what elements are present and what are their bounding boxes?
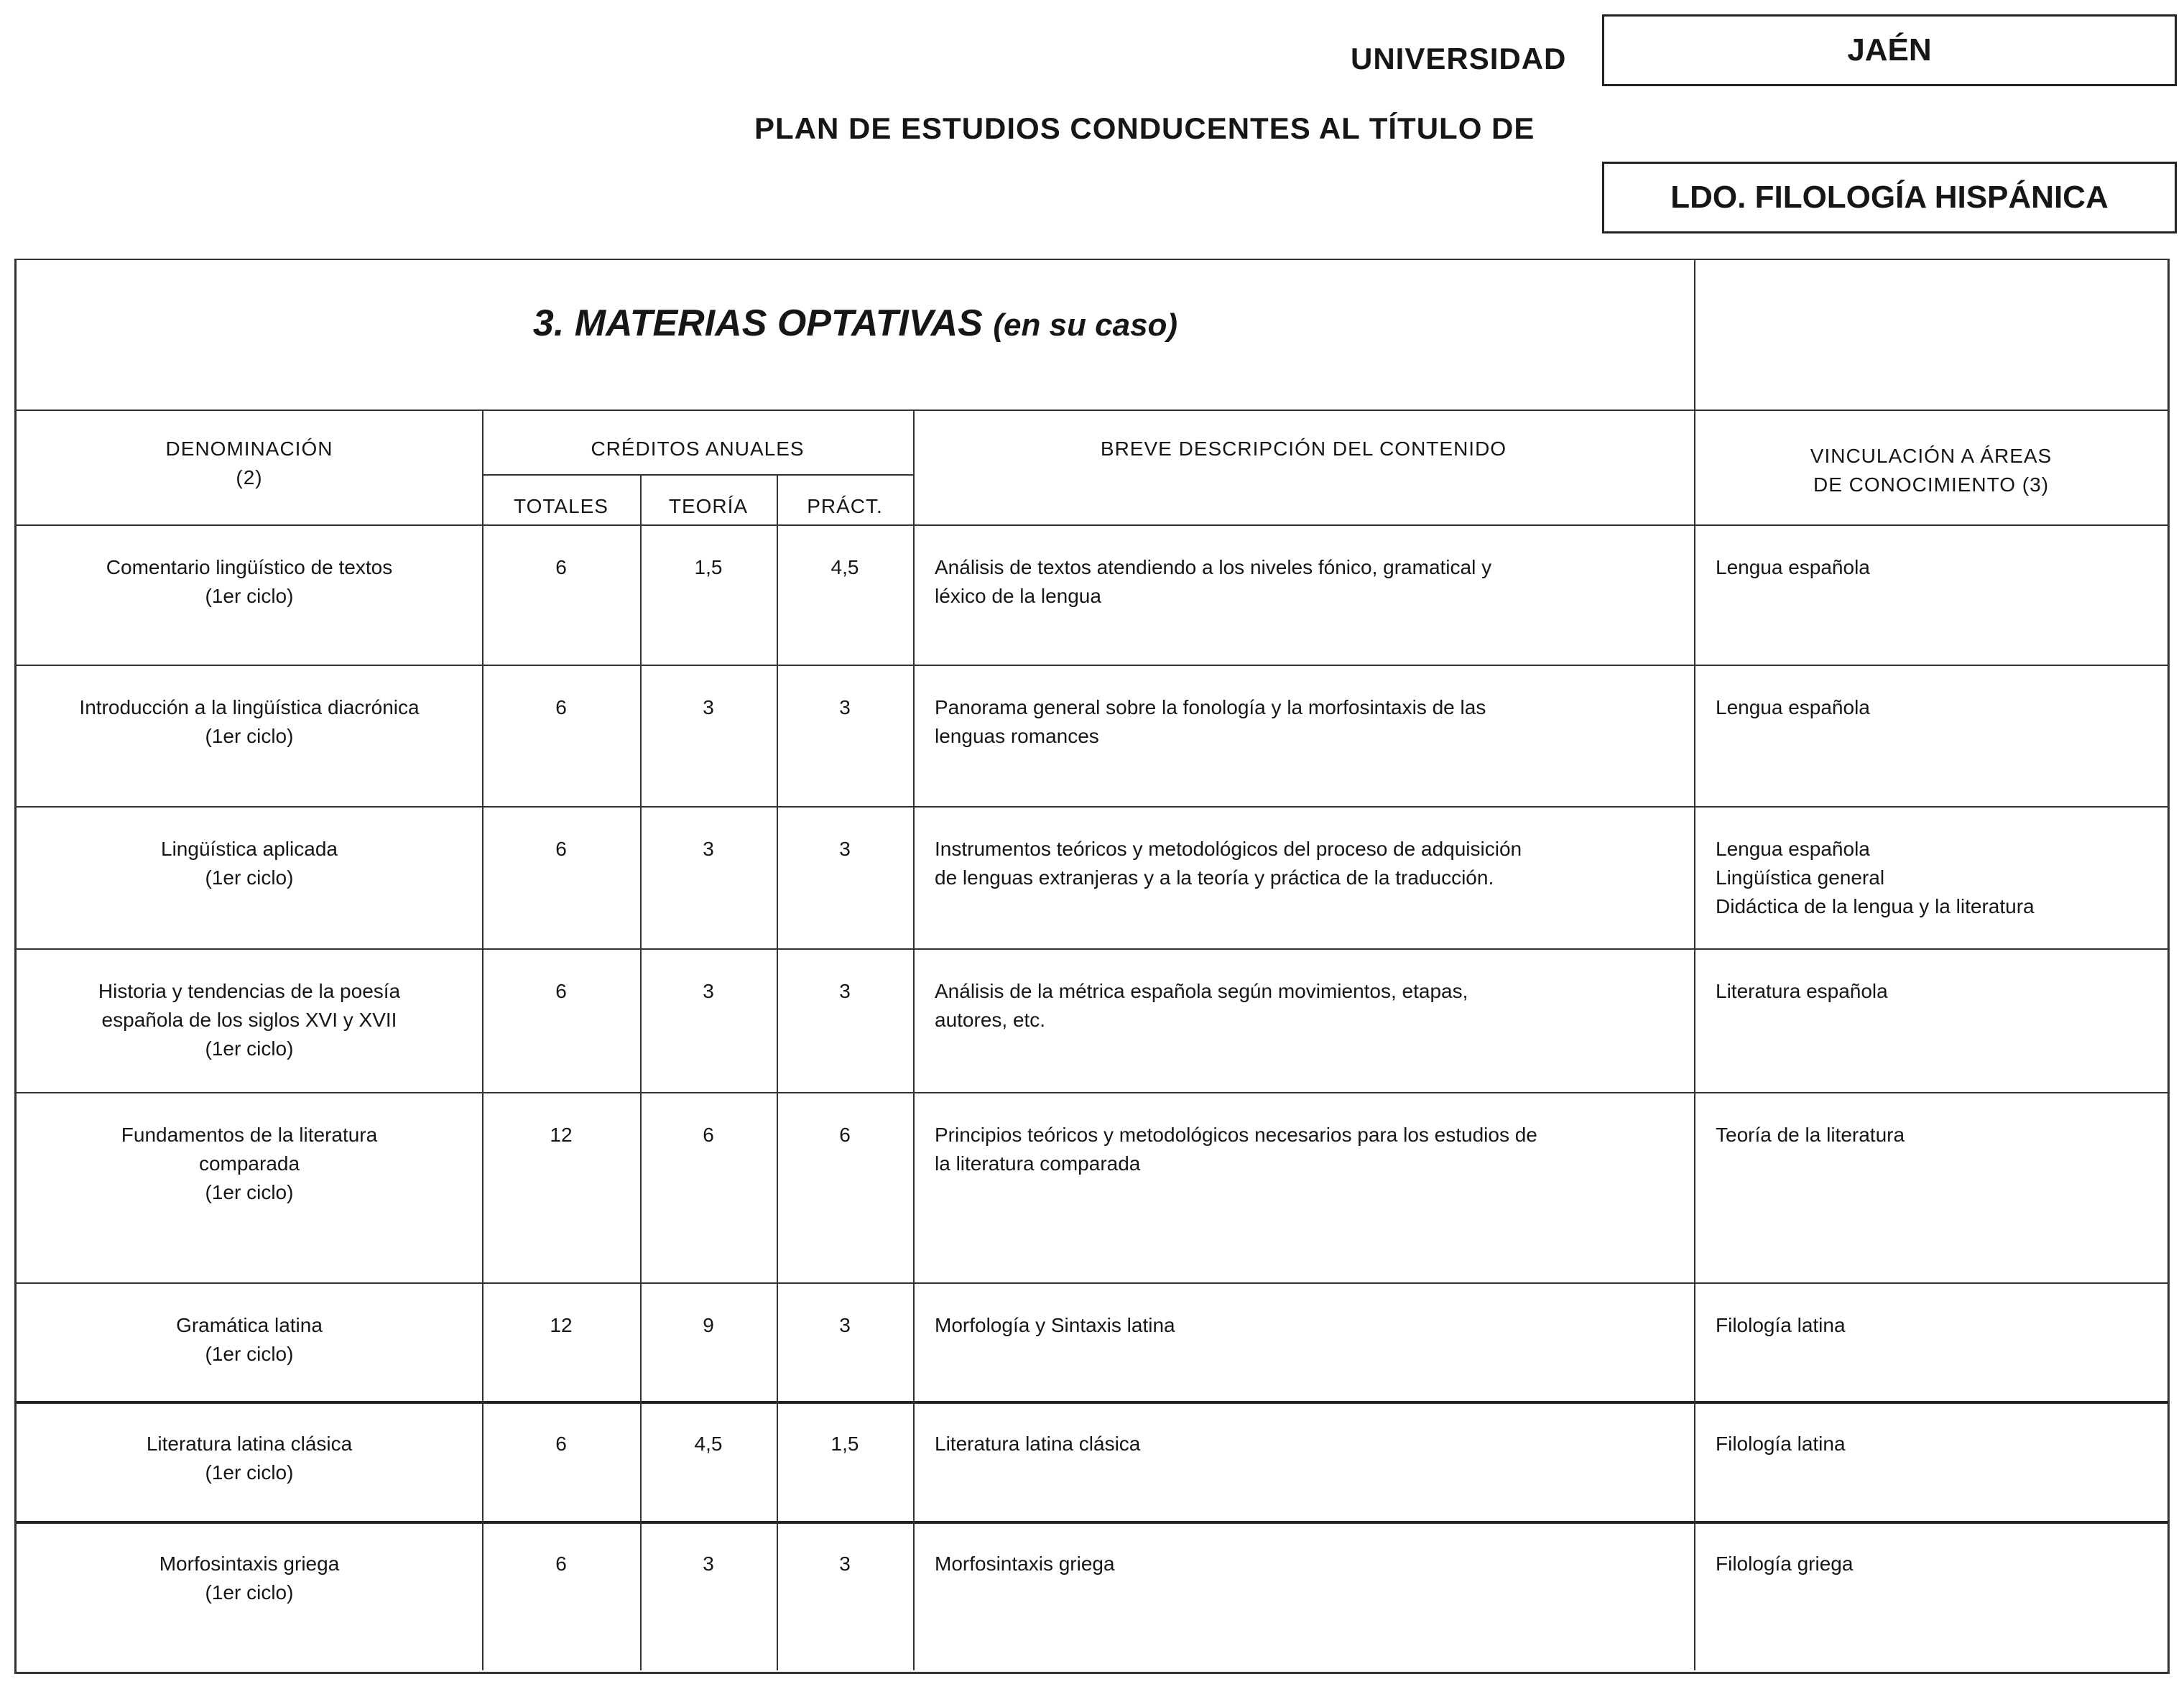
knowledge-area-line: Lengua española	[1716, 556, 1870, 578]
knowledge-area-line: Lingüística general	[1716, 866, 1885, 889]
knowledge-area	[1716, 553, 2161, 582]
knowledge-area	[1716, 693, 2161, 722]
degree-field: LDO. FILOLOGÍA HISPÁNICA	[1602, 162, 2177, 233]
knowledge-area	[1716, 1311, 2161, 1340]
knowledge-area	[1716, 1430, 2161, 1458]
subject-name-line: Gramática latina	[176, 1314, 323, 1336]
subject-description-line: lenguas romances	[935, 725, 1099, 747]
subject-name	[17, 835, 482, 892]
credits-practice: 3	[839, 838, 851, 860]
optional-subjects-table	[14, 259, 2170, 1674]
subject-description-line: de lenguas extranjeras y a la teoría y práctica de la traducción.	[935, 866, 1494, 889]
row-divider	[17, 1282, 2168, 1284]
subject-description-line: Instrumentos teóricos y metodológicos del proceso de adquisición	[935, 838, 1522, 860]
row-divider	[17, 665, 2168, 666]
subject-name	[17, 1121, 482, 1207]
knowledge-area-line: Lengua española	[1716, 696, 1870, 718]
subject-name-line: comparada	[198, 1152, 300, 1175]
credits-total: 6	[555, 1553, 567, 1575]
subject-name	[17, 553, 482, 611]
subject-description-line: Morfología y Sintaxis latina	[935, 1314, 1175, 1336]
credits-total: 6	[555, 980, 567, 1002]
credits-theory: 3	[703, 1553, 714, 1575]
section-title-main: 3. MATERIAS OPTATIVAS	[532, 302, 983, 344]
row-divider	[17, 1401, 2168, 1404]
subject-name-line: (1er ciclo)	[205, 725, 294, 747]
knowledge-area-line: Lengua española	[1716, 838, 1870, 860]
title-area-divider	[1694, 259, 1695, 410]
column-divider	[913, 410, 915, 1670]
subject-name-line: Lingüística aplicada	[161, 838, 338, 860]
row-divider	[17, 948, 2168, 950]
credits-practice: 1,5	[830, 1433, 859, 1455]
credits-total: 12	[550, 1124, 573, 1146]
subject-name-line: (1er ciclo)	[205, 1343, 294, 1365]
credits-theory: 3	[703, 838, 714, 860]
knowledge-area	[1716, 977, 2161, 1006]
knowledge-area-line: Literatura española	[1716, 980, 1888, 1002]
subject-description	[935, 553, 1687, 611]
subject-description	[935, 977, 1687, 1035]
credits-practice: 6	[839, 1124, 851, 1146]
subject-description-line: Panorama general sobre la fonología y la morfosintaxis de las	[935, 696, 1486, 718]
plan-label: PLAN DE ESTUDIOS CONDUCENTES AL TÍTULO DE	[754, 111, 1535, 145]
col-descripcion: BREVE DESCRIPCIÓN DEL CONTENIDO	[1100, 438, 1507, 460]
subject-description-line: léxico de la lengua	[935, 585, 1101, 607]
credits-practice: 3	[839, 696, 851, 718]
header-bottom-border	[17, 524, 2168, 526]
subject-description-line: Literatura latina clásica	[935, 1433, 1141, 1455]
knowledge-area-line: Didáctica de la lengua y la literatura	[1716, 895, 2035, 917]
credits-theory: 3	[703, 696, 714, 718]
credits-theory: 4,5	[694, 1433, 723, 1455]
col-denominacion	[17, 435, 482, 492]
knowledge-area	[1716, 1121, 2161, 1149]
subject-description-line: Análisis de la métrica española según movimientos, etapas,	[935, 980, 1468, 1002]
subject-description	[935, 1430, 1687, 1458]
subject-name-line: Historia y tendencias de la poesía	[98, 980, 401, 1002]
subject-description-line: Principios teóricos y metodológicos necesarios para los estudios de	[935, 1124, 1537, 1146]
subject-description	[935, 835, 1687, 892]
creditos-subheader-line	[482, 474, 913, 476]
credits-total: 6	[555, 1433, 567, 1455]
subject-name-line: Morfosintaxis griega	[159, 1553, 340, 1575]
credits-practice: 3	[839, 980, 851, 1002]
credits-theory: 9	[703, 1314, 714, 1336]
col-practica: PRÁCT.	[807, 495, 883, 517]
row-divider	[17, 1092, 2168, 1093]
subject-description	[935, 1550, 1687, 1578]
credits-practice: 3	[839, 1314, 851, 1336]
credits-theory: 6	[703, 1124, 714, 1146]
knowledge-area-line: Filología latina	[1716, 1433, 1846, 1455]
subject-name-line: (1er ciclo)	[205, 1461, 294, 1484]
subject-description	[935, 1121, 1687, 1178]
subject-name-line: (1er ciclo)	[205, 866, 294, 889]
university-field: JAÉN	[1602, 14, 2177, 86]
subject-description-line: la literatura comparada	[935, 1152, 1141, 1175]
knowledge-area	[1716, 835, 2161, 921]
subject-name	[17, 693, 482, 751]
subject-name-line: Fundamentos de la literatura	[121, 1124, 378, 1146]
col-vinculacion-line2: DE CONOCIMIENTO (3)	[1813, 473, 2050, 496]
credits-total: 12	[550, 1314, 573, 1336]
row-divider	[17, 806, 2168, 808]
col-vinculacion-line1: VINCULACIÓN A ÁREAS	[1810, 445, 2053, 467]
section-title	[17, 302, 1694, 345]
subject-name-line: (1er ciclo)	[205, 1037, 294, 1060]
subject-description-line: Morfosintaxis griega	[935, 1553, 1115, 1575]
subject-name	[17, 1311, 482, 1369]
credits-total: 6	[555, 556, 567, 578]
subject-name-line: Comentario lingüístico de textos	[106, 556, 393, 578]
credits-total: 6	[555, 838, 567, 860]
subject-name-line: Introducción a la lingüística diacrónica	[79, 696, 420, 718]
header-top-border	[17, 410, 2168, 411]
subject-name-line: (1er ciclo)	[205, 1581, 294, 1604]
knowledge-area-line: Filología griega	[1716, 1553, 1854, 1575]
col-denominacion-label: DENOMINACIÓN	[165, 438, 333, 460]
col-creditos: CRÉDITOS ANUALES	[591, 438, 805, 460]
col-teoria: TEORÍA	[668, 495, 749, 517]
column-divider	[640, 474, 642, 1670]
credits-practice: 3	[839, 1553, 851, 1575]
row-divider	[17, 1521, 2168, 1524]
subject-description-line: Análisis de textos atendiendo a los niveles fónico, gramatical y	[935, 556, 1492, 578]
col-totales: TOTALES	[513, 495, 609, 517]
credits-theory: 1,5	[694, 556, 723, 578]
column-divider	[777, 474, 778, 1670]
subject-description-line: autores, etc.	[935, 1009, 1046, 1031]
credits-practice: 4,5	[830, 556, 859, 578]
subject-name	[17, 977, 482, 1063]
subject-name-line: (1er ciclo)	[205, 1181, 294, 1203]
section-title-sub: (en su caso)	[993, 307, 1178, 343]
subject-name-line: (1er ciclo)	[205, 585, 294, 607]
knowledge-area	[1716, 1550, 2161, 1578]
knowledge-area-line: Filología latina	[1716, 1314, 1846, 1336]
subject-name	[17, 1430, 482, 1487]
col-vinculacion	[1694, 442, 2168, 499]
subject-name-line: Literatura latina clásica	[146, 1433, 353, 1455]
credits-total: 6	[555, 696, 567, 718]
knowledge-area-line: Teoría de la literatura	[1716, 1124, 1905, 1146]
university-label: UNIVERSIDAD	[1351, 42, 1567, 75]
subject-name-line: española de los siglos XVI y XVII	[101, 1009, 397, 1031]
subject-description	[935, 693, 1687, 751]
subject-description	[935, 1311, 1687, 1340]
col-denominacion-note: (2)	[236, 466, 263, 489]
table-top-border	[17, 259, 2168, 260]
credits-theory: 3	[703, 980, 714, 1002]
subject-name	[17, 1550, 482, 1607]
column-divider	[1694, 410, 1695, 1670]
column-divider	[482, 410, 483, 1670]
